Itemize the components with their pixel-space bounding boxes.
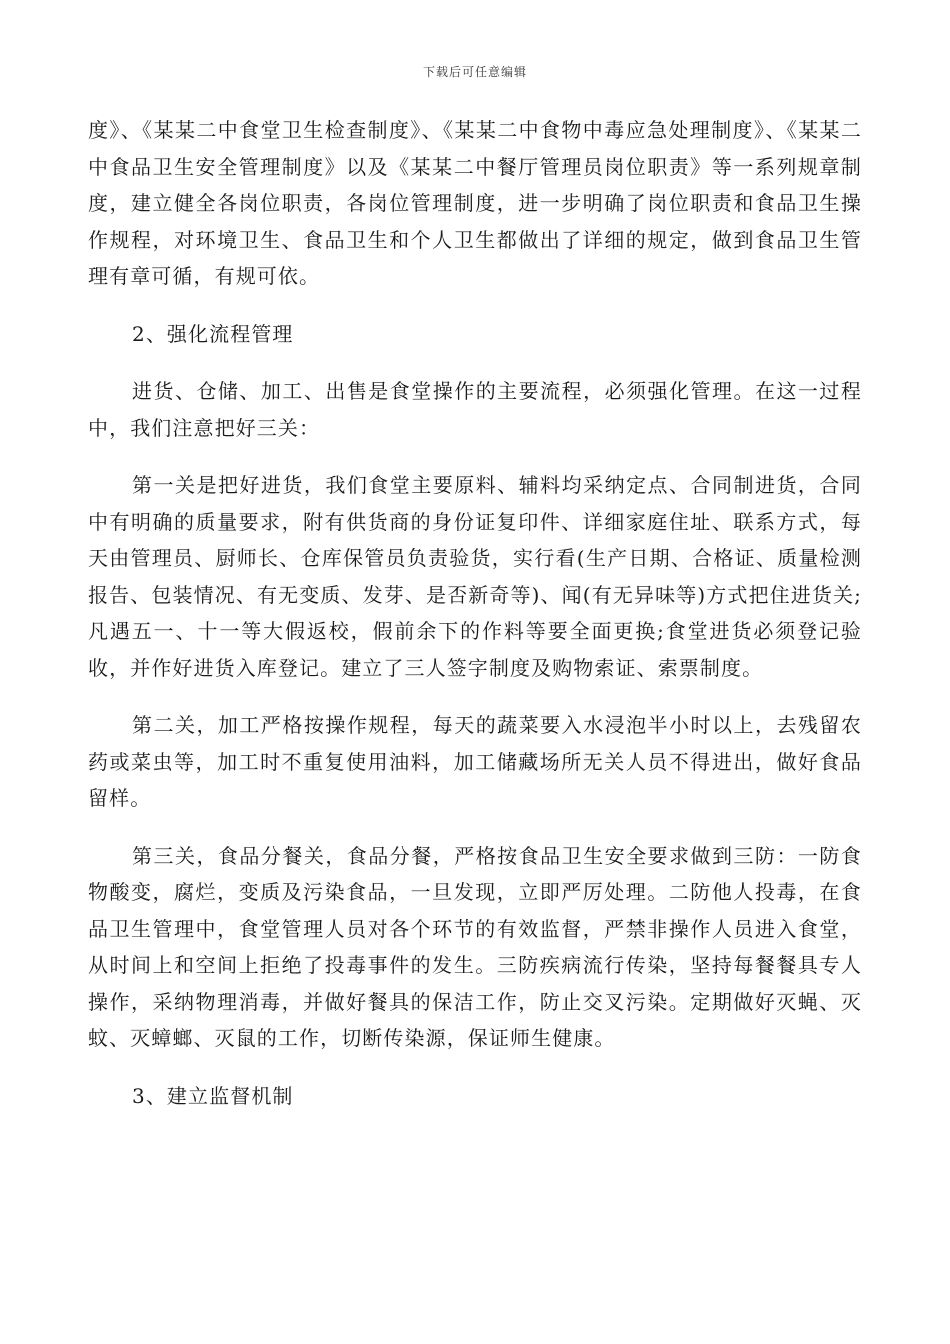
document-body	[88, 112, 862, 1114]
section-heading-process-management: 2、强化流程管理	[132, 321, 294, 346]
paragraph-second-checkpoint: 第二关，加工严格按操作规程，每天的蔬菜要入水浸泡半小时以上，去残留农药或菜虫等，加工时不重复使用油料，加工储藏场所无关人员不得进出，做好食品留样。	[88, 713, 862, 810]
page-header: 下载后可任意编辑	[422, 65, 527, 79]
paragraph-regulations: 度》、《某某二中食堂卫生检查制度》、《某某二中食物中毒应急处理制度》、《某某二中食品卫生安全管理制度》以及《某某二中餐厅管理员岗位职责》等一系列规章制度，建立健全各岗位职责，各岗位管理制度，进一步明确了岗位职责和食品卫生操作规程，对环境卫生、食品卫生和个人卫生都做出了详细的规定，做到食品卫生管理有章可循，有规可依。	[88, 118, 862, 288]
paragraph-process-intro: 进货、仓储、加工、出售是食堂操作的主要流程，必须强化管理。在这一过程中，我们注意把好三关：	[88, 379, 862, 440]
section-heading-supervision: 3、建立监督机制	[132, 1083, 294, 1108]
paragraph-first-checkpoint: 第一关是把好进货，我们食堂主要原料、辅料均采纳定点、合同制进货，合同中有明确的质量要求，附有供货商的身份证复印件、详细家庭住址、联系方式，每天由管理员、厨师长、仓库保管员负责验货，实行看(生产日期、合格证、质量检测报告、包装情况、有无变质、发芽、是否新奇等)、闻(有无异味等)方式把住进货关;凡遇五一、十一等大假返校，假前余下的作料等要全面更换;食堂进货必须登记验收，并作好进货入库登记。建立了三人签字制度及购物索证、索票制度。	[88, 473, 862, 680]
paragraph-third-checkpoint: 第三关，食品分餐关，食品分餐，严格按食品卫生安全要求做到三防：一防食物酸变，腐烂，变质及污染食品，一旦发现，立即严厉处理。二防他人投毒，在食品卫生管理中，食堂管理人员对各个环节的有效监督，严禁非操作人员进入食堂，从时间上和空间上拒绝了投毒事件的发生。三防疾病流行传染，坚持每餐餐具专人操作，采纳物理消毒，并做好餐具的保洁工作，防止交叉污染。定期做好灭蝇、灭蚊、灭蟑螂、灭鼠的工作，切断传染源，保证师生健康。	[88, 843, 862, 1050]
